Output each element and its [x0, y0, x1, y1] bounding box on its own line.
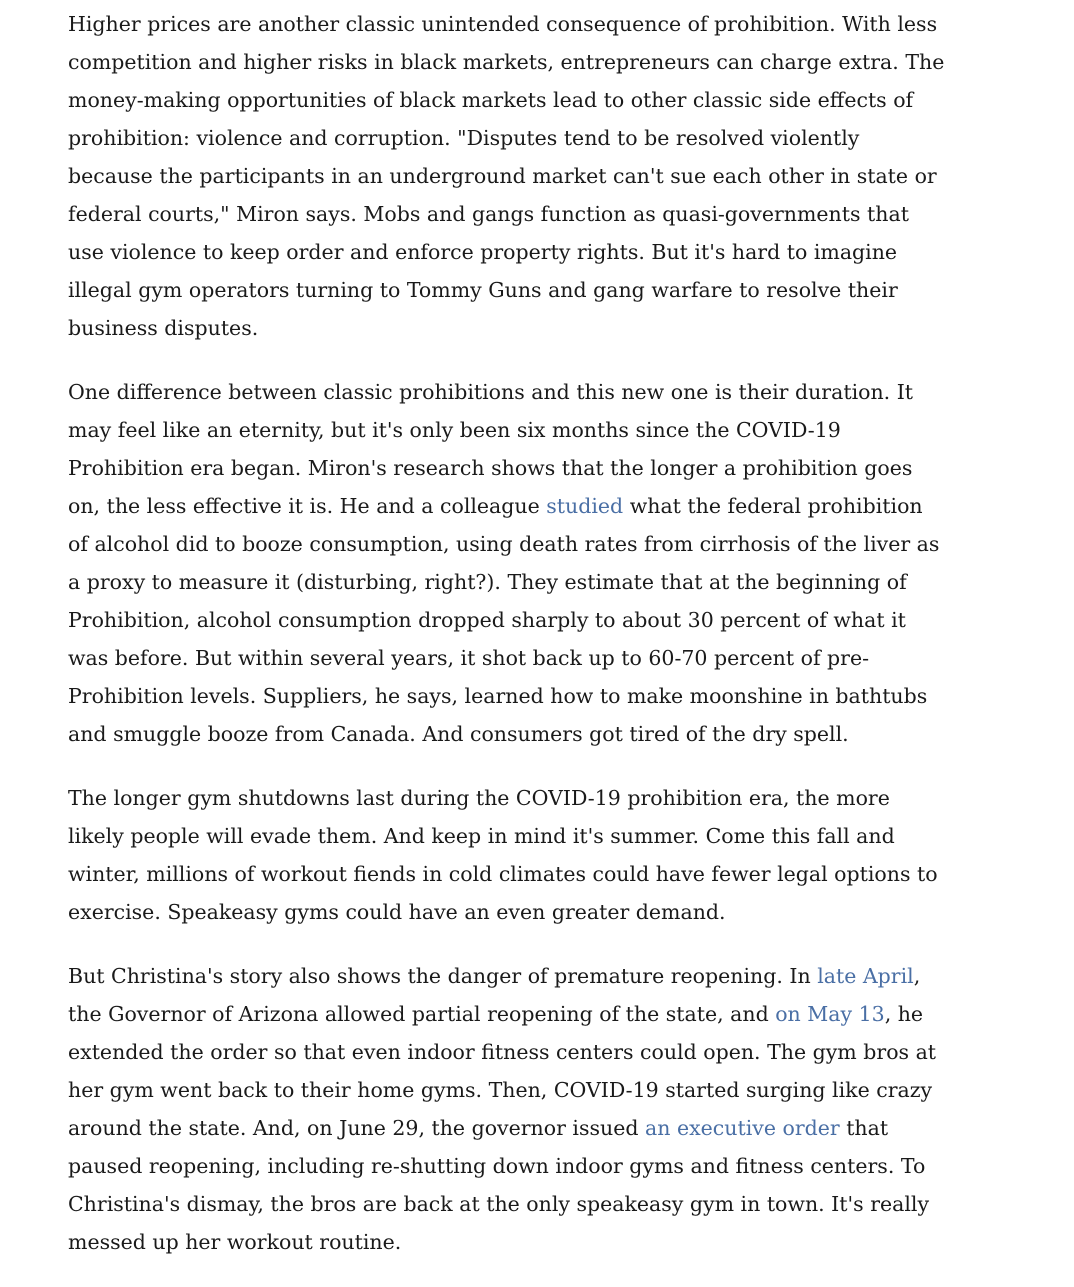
paragraph-text: what the federal prohibition of alcohol did to booze consumption, using death rates from cirrhosis of the liver as a proxy to measure it (disturbing, right?). They estimate that at the beginning of Prohibition, alcohol consumption dropped sharply to about 30 percent of what it was before. But within several years, it shot back up to 60-70 percent of pre-Prohibition levels. Suppliers, he says, learned how to make moonshine in bathtubs and smuggle booze from Canada. And consumers got tired of the dry spell.	[68, 494, 940, 746]
studied-link[interactable]: studied	[546, 494, 624, 518]
may-13-link[interactable]: on May 13	[775, 1002, 885, 1026]
paragraph-text: , the Governor of Arizona allowed partial reopening of the state, and	[68, 964, 921, 1026]
paragraph-text: that paused reopening, including re-shutting down indoor gyms and fitness centers. To Christina's dismay, the bros are back at the only speakeasy gym in town. It's really messed up her workout routine.	[68, 1116, 930, 1254]
paragraph-text: , he extended the order so that even indoor fitness centers could open. The gym bros at her gym went back to their home gyms. Then, COVID-19 started surging like crazy around the state. And, on June 29, the governor issued	[68, 1002, 937, 1140]
paragraph-text: The longer gym shutdowns last during the COVID-19 prohibition era, the more likely people will evade them. And keep in mind it's summer. Come this fall and winter, millions of workout fiends in cold climates could have fewer legal options to exercise. Speakeasy gyms could have an even greater demand.	[68, 786, 938, 924]
executive-order-link[interactable]: an executive order	[645, 1116, 840, 1140]
paragraph-higher-prices	[68, 5, 948, 347]
paragraph-text: One difference between classic prohibitions and this new one is their duration. It may feel like an eternity, but it's only been six months since the COVID-19 Prohibition era began. Miron's research shows that the longer a prohibition goes on, the less effective it is. He and a colleague	[68, 380, 914, 518]
paragraph-text: Higher prices are another classic unintended consequence of prohibition. With less competition and higher risks in black markets, entrepreneurs can charge extra. The money-making opportunities of black markets lead to other classic side effects of prohibition: violence and corruption. "Disputes tend to be resolved violently because the participants in an underground market can't sue each other in state or federal courts," Miron says. Mobs and gangs function as quasi-governments that use violence to keep order and enforce property rights. But it's hard to imagine illegal gym operators turning to Tommy Guns and gang warfare to resolve their business disputes.	[68, 12, 945, 340]
paragraph-duration	[68, 373, 948, 753]
late-april-link[interactable]: late April	[817, 964, 914, 988]
article-body	[68, 5, 948, 1287]
paragraph-text: But Christina's story also shows the danger of premature reopening. In	[68, 964, 818, 988]
paragraph-christina-story	[68, 957, 948, 1261]
paragraph-gym-shutdowns	[68, 779, 948, 931]
